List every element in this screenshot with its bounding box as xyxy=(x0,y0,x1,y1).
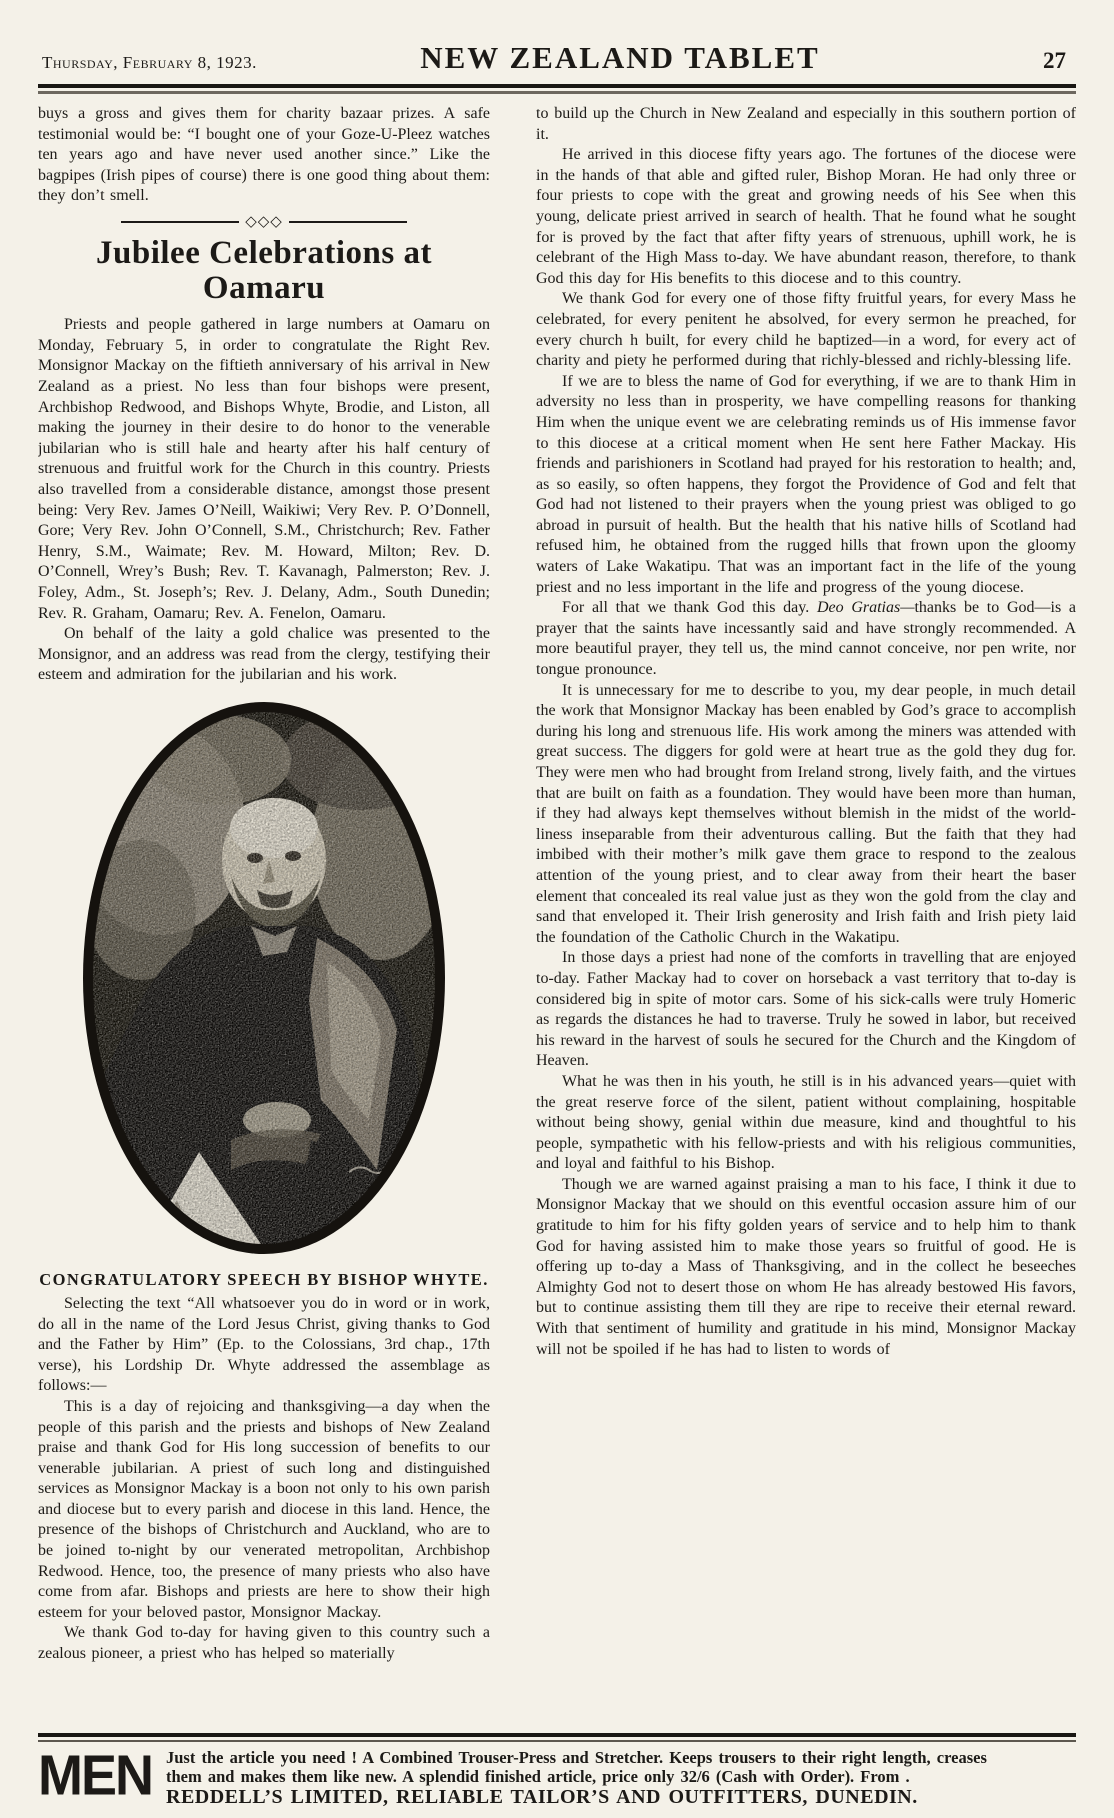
masthead-title: NEW ZEALAND TABLET xyxy=(420,40,820,75)
article-paragraph: Though we are warned against praising a man to his face, I think it due to Monsignor Mackay that we should on this eventful occasion assure him of our gratitude to him for his fifty golden years of service and to help him to thank God for having assisted him to make those years so fruitful of good. He is offering up to-day a Mass of Thanksgiving, and in the collect he beseeches Almighty God not to desert those on whom He has already bestowed His favors, but to continue assisting them till they are ripe to receive their eternal reward. With that sentiment of humility and gratitude in his mind, Monsignor Mackay will not be spoiled if he has had to listen to words of xyxy=(536,1175,1076,1358)
paragraph-text: For all that we thank God this day. xyxy=(562,599,817,617)
footer-advertisement xyxy=(38,1733,1076,1808)
article-paragraph xyxy=(536,598,1076,680)
page-body xyxy=(38,104,1076,1712)
ad-advertiser-name: REDDELL’S LIMITED, RELIABLE TAILOR’S AND OUTFITTERS, DUNEDIN. xyxy=(166,1786,918,1808)
article-paragraph: He arrived in this diocese fifty years ago. The fortunes of the diocese were in the hands of that able and gifted ruler, Bishop Moran. He had only three or four priests to cope with the great and growing needs of his See when this young, delicate priest arrived in search of health. That he found what he sought for is proved by the fact that after fifty years of strenuous, uphill work, he is celebrant of the High Mass to-day. We have abundant reason, therefore, to thank God this day for His benefits to this diocese and to this country. xyxy=(536,146,1076,287)
article-paragraph: It is unnecessary for me to describe to you, my dear people, in much detail the work that Monsignor Mackay has been enabled by God’s grace to accomplish during his long and strenuous life. His work among the miners was attended with great success. The diggers for gold were at heart true as the gold they dug for. They were men who had brought from Ireland strong, lively faith, and the virtues that are built on faith as a foundation. They would have been more than human, if they had always kept themselves without blemish in the midst of the world-liness inseparable from their adventurous calling. But the faith that they had imbibed with their mother’s milk gave them grace to respond to the zealous attention of the young priest, and to clear away from their heart the baser element that concealed its real value just as they won the gold from the clay and sand that enveloped it. Their Irish generosity and Irish faith and Irish piety laid the foundation of the Catholic Church in the Wakatipu. xyxy=(536,681,1076,946)
article-paragraph: to build up the Church in New Zealand and especially in this southern portion of it. xyxy=(536,105,1076,143)
article-paragraph: In those days a priest had none of the comforts in travelling that are enjoyed to-day. Father Mackay had to cover on horseback a vast territory that to-day is considered big in spite of motor cars. Some of his sick-calls were truly Homeric as regards the distances he had to traverse. Truly he sowed in labor, but received his reward in the harvest of souls he secured for the Church and the Kingdom of Heaven. xyxy=(536,949,1076,1070)
latin-phrase: Deo Gratias— xyxy=(816,599,915,617)
article-paragraph: On behalf of the laity a gold chalice was presented to the Monsignor, and an address was read from the clergy, testifying their esteem and admiration for the jubilarian and his work. xyxy=(38,625,490,684)
article-headline: Jubilee Celebrations at Oamaru xyxy=(96,234,432,306)
article-paragraph: We thank God for every one of those fifty fruitful years, for every Mass he celebrated, for every penitent he absolved, for every sermon he preached, for every church h built, for every child he baptized—in a word, for every act of charity and piety he performed during that richly-blessed and richly-blessing life. xyxy=(536,290,1076,370)
speech-paragraph: This is a day of rejoicing and thanksgiving—a day when the people of this parish and the priests and bishops of New Zealand praise and thank God for His long succession of benefits to our venerable jubilarian. A priest of such long and distinguished services as Monsignor Mackay is a boon not only to his own parish and diocese but to every parish and diocese in this land. Hence, the presence of the bishops of Christchurch and Auckland, who are to be joined to-night by our venerated metropolitan, Archbishop Redwood. Hence, too, the presence of many priests who also have come from afar. Bishops and priests are here to show their high esteem for your beloved pastor, Monsignor Mackay. xyxy=(38,1397,490,1621)
section-divider xyxy=(38,215,490,230)
article-paragraph: What he was then in his youth, he still is in his advanced years—quiet with the great reserve force of the silent, patient without complaining, hospitable without being showy, genial within due measure, kind and thoughtful to his people, sympathetic with his fellow-priests and with his religious communities, and loyal and faithful to his Bishop. xyxy=(536,1072,1076,1173)
ad-line-1: Just the article you need ! A Combined Trouser-Press and Stretcher. Keeps trousers to their right length, creases xyxy=(166,1748,987,1767)
paragraph-text: thanks be to God—is a prayer that the saints have incessantly said and have strongly recommended. A more beautiful prayer, they tell us, the mind cannot conceive, nor pen write, nor tongue pronounce. xyxy=(536,599,1076,679)
divider-rule-right xyxy=(289,221,407,223)
speech-paragraph: Selecting the text “All whatsoever you do in word or in work, do all in the name of the Lord Jesus Christ, giving thanks to God and the Father by Him” (Ep. to the Colossians, 3rd chap., 17th verse), his Lordship Dr. Whyte addressed the assemblage as follows:— xyxy=(38,1294,490,1395)
issue-date: Thursday, February 8, 1923. xyxy=(42,53,257,72)
speech-subhead: CONGRATULATORY SPEECH BY BISHOP WHYTE. xyxy=(39,1269,489,1289)
right-column xyxy=(536,104,1076,1712)
ad-line-2: them and makes them like new. A splendid finished article, price only 32/6 (Cash with Order). From . xyxy=(166,1767,910,1786)
monsignor-portrait-image xyxy=(81,700,447,1256)
page-number: 27 xyxy=(1043,48,1066,73)
continuation-paragraph: buys a gross and gives them for charity bazaar prizes. A safe testimonial would be: “I bought one of your Goze-U-Pleez watches ten years ago and have never used another since.” Like the bagpipes (Irish pipes of course) there is one good thing about them: they don’t smell. xyxy=(38,105,490,205)
speech-paragraph: We thank God to-day for having given to this country such a zealous pioneer, a priest who has helped so materially xyxy=(38,1624,490,1663)
diamond-ornament-icon: ◇◇◇ xyxy=(245,213,283,230)
article-paragraph: If we are to bless the name of God for everything, if we are to thank Him in adversity no less than in prosperity, we have compelling reasons for thanking Him when the unique event we are celebrating reminds us of His immense favor to this diocese at a critical moment when He sent here Father Mackay. His friends and parishioners in Scotland had prayed for his restoration to health; and, as so easily, so often happens, they forgot the Providence of God and felt that God had not listened to their prayers when the young priest was obliged to go abroad in pursuit of health. But the health that his native hills of Scotland had refused him, he obtained from the rugged hills that frown upon the gloomy waters of Lake Wakatipu. That was an important fact in the life of the young priest and no less important in the life and progress of the young diocese. xyxy=(536,372,1076,596)
divider-rule-left xyxy=(121,221,239,223)
header-rule xyxy=(38,84,1076,94)
article-paragraph: Priests and people gathered in large numbers at Oamaru on Monday, February 5, in order to congratulate the Right Rev. Monsignor Mackay on the fiftieth anniversary of his arrival in New Zealand as a priest. No less than four bishops were present, Archbishop Redwood, and Bishops Whyte, Brodie, and Liston, all making the journey in their desire to do honor to the venerable jubilarian who is still hale and hearty after his half century of strenuous and fruitful work for the Church in this country. Priests also travelled from a considerable distance, amongst those present being: Very Rev. James O’Neill, Waikiwi; Very Rev. P. O’Donnell, Gore; Very Rev. John O’Connell, S.M., Christchurch; Rev. Father Henry, S.M., Waimate; Rev. M. Howard, Milton; Rev. D. O’Connell, Wrey’s Bush; Rev. T. Kavanagh, Palmerston; Rev. J. Foley, Adm., St. Joseph’s; Rev. J. Delany, Adm., South Dunedin; Rev. R. Graham, Oamaru; Rev. A. Fenelon, Oamaru. xyxy=(38,316,490,622)
page-header xyxy=(38,14,1076,82)
ad-brand-men: MEN xyxy=(38,1744,152,1808)
left-column xyxy=(38,104,490,1712)
portrait-photo xyxy=(38,700,490,1256)
footer-rule xyxy=(38,1733,1076,1742)
